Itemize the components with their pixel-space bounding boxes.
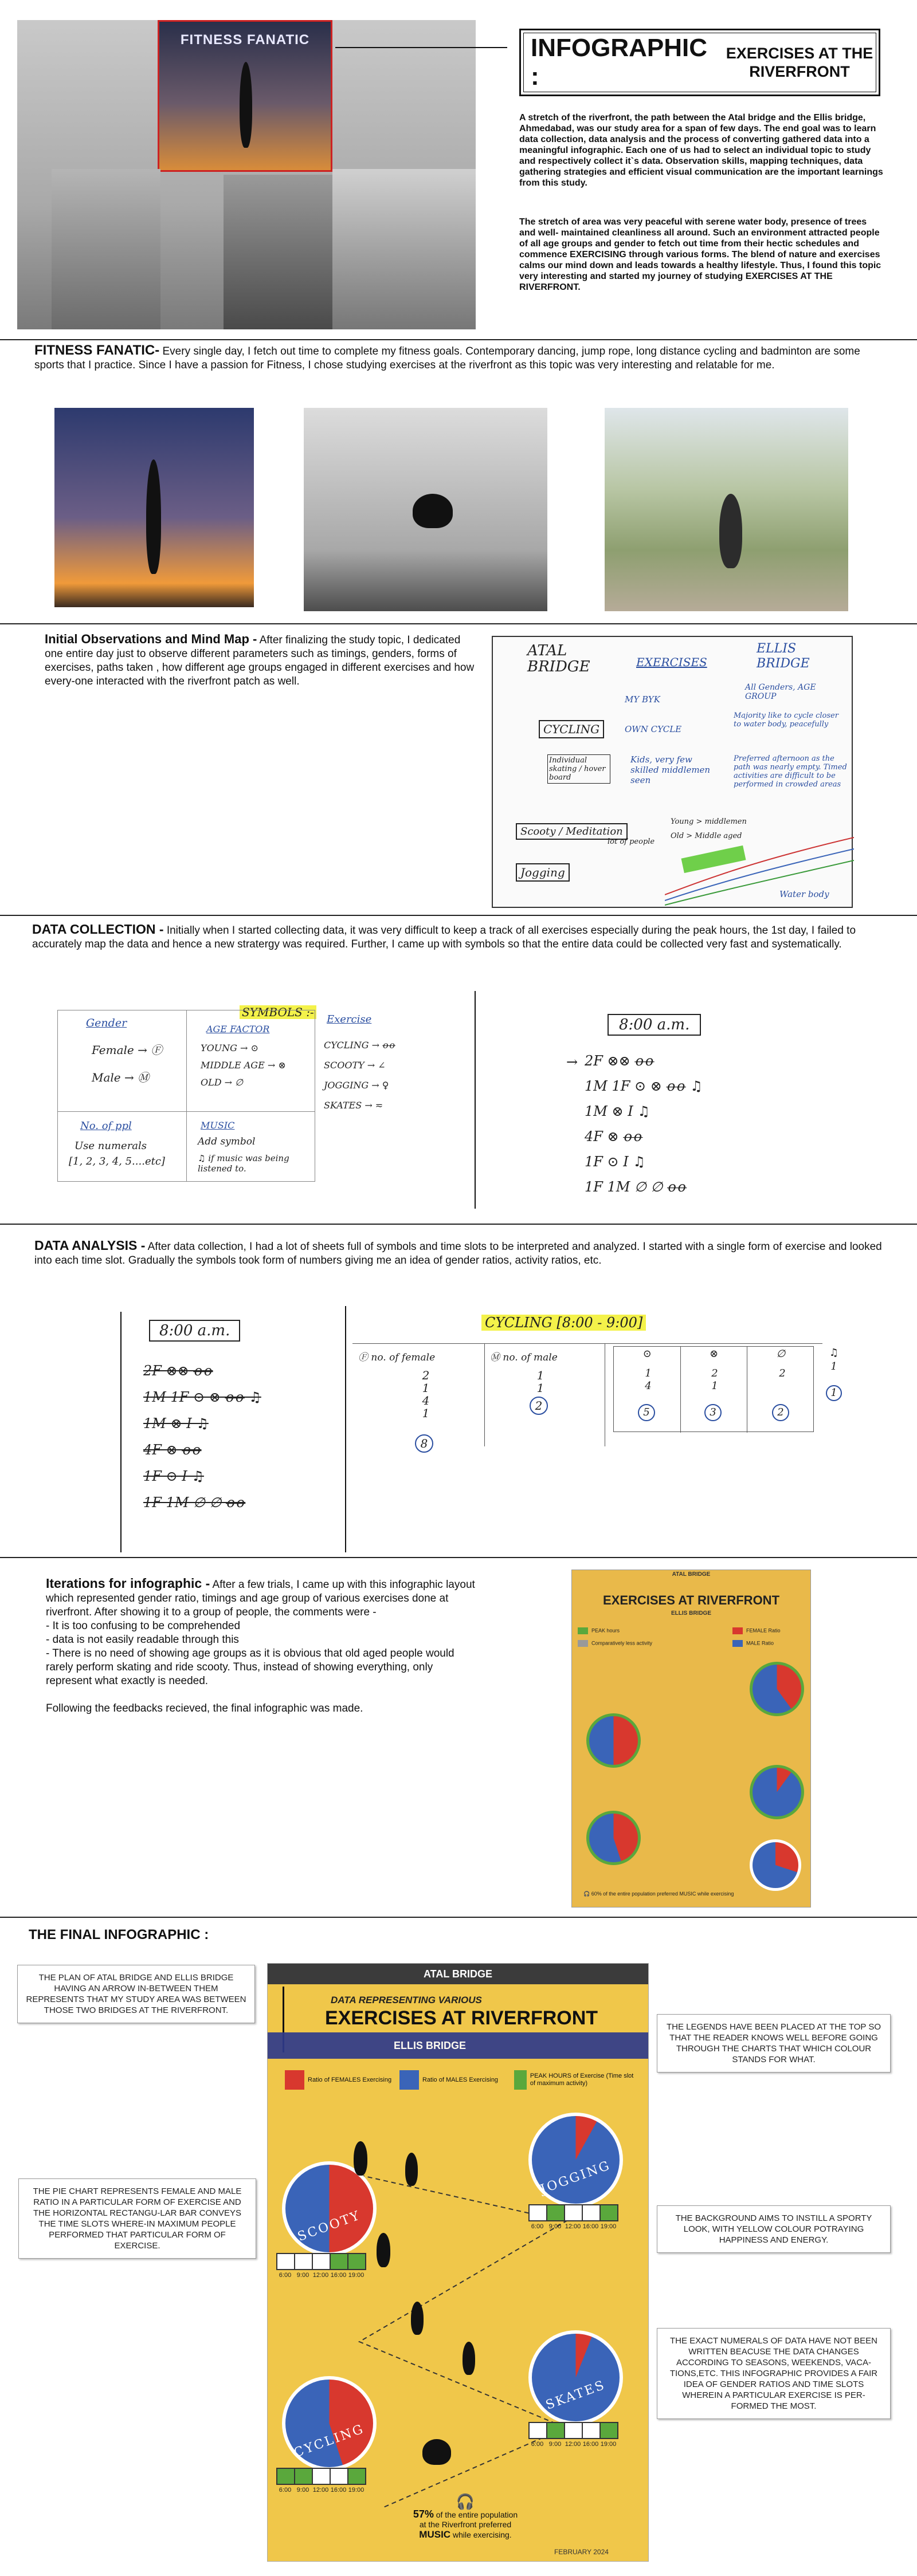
music-total: 1 — [826, 1385, 842, 1401]
time-tick: 16:00 — [582, 2441, 599, 2448]
final-heading: THE FINAL INFOGRAPHIC : — [29, 1927, 209, 1942]
time-slot — [564, 2204, 583, 2221]
time-tick: 19:00 — [600, 2223, 617, 2230]
poster-legend — [285, 2067, 634, 2102]
ex-jogging: JOGGING → ♀ — [324, 1080, 389, 1091]
collection-row: 1F 1M ∅ ∅ ꝋꝋ — [585, 1179, 687, 1195]
title-sub: EXERCISES AT THE RIVERFRONT — [726, 45, 873, 80]
draft-female-text: FEMALE Ratio — [746, 1627, 781, 1634]
col-male: Ⓜ no. of male — [490, 1352, 558, 1363]
pie-jogging — [528, 2113, 623, 2207]
pie-skates — [528, 2330, 623, 2425]
time-tick: 12:00 — [565, 2441, 581, 2448]
peak-slot — [546, 2204, 565, 2221]
poster-atal-bridge — [268, 1964, 648, 1984]
draft-leg-female — [732, 1627, 781, 1634]
note-plan: THE PLAN OF ATAL BRIDGE AND ELLIS BRIDGE HAVING AN ARROW IN-BETWEEN THEM REPRESENTS THAT MY STUDY AREA WAS BETWEEN THOSE TWO BRIDGES AT THE RIVERFRONT. — [17, 1965, 255, 2023]
time-tick: 19:00 — [600, 2441, 617, 2448]
female-value: 1 — [422, 1406, 430, 1420]
iterations-text-2: Following the feedbacks recieved, the final infographic was made. — [46, 1702, 363, 1714]
age-young: YOUNG → ⊙ — [201, 1043, 258, 1053]
legend-peak-text: PEAK HOURS of Exercise (Time slot of maximum activity) — [530, 2072, 634, 2087]
poster-date: FEBRUARY 2024 — [554, 2548, 609, 2556]
mm-own-cycle: OWN CYCLE — [625, 724, 682, 734]
age-value: 2 — [711, 1367, 718, 1379]
time-tick: 12:00 — [312, 2487, 329, 2494]
music-text-1: of the entire population — [436, 2510, 518, 2519]
peak-bar-scooty — [276, 2253, 391, 2279]
age-old: OLD → ∅ — [201, 1077, 244, 1088]
music-column — [817, 1346, 851, 1401]
draft-infographic — [571, 1570, 811, 1908]
music-block — [408, 2494, 523, 2540]
col-female: Ⓕ no. of female — [358, 1352, 436, 1363]
time-tick: 19:00 — [348, 2487, 365, 2494]
time-tick: 9:00 — [296, 2272, 309, 2279]
vertical-divider — [475, 991, 476, 1209]
pie-label: JOGGING — [538, 2158, 613, 2197]
divider — [0, 1224, 917, 1225]
time-tick: 9:00 — [548, 2223, 562, 2230]
poster-ellis-text: ELLIS BRIDGE — [394, 2040, 467, 2051]
arrow-line — [335, 47, 507, 48]
raw-row: 1M 1F ⊙ ⊗ ꝋꝋ ♫ — [143, 1389, 261, 1405]
time-slot — [564, 2422, 583, 2439]
mm-old: Old > Middle aged — [671, 832, 742, 840]
poster-ellis-bridge — [268, 2032, 648, 2059]
vertical-divider — [345, 1306, 346, 1552]
draft-atal: ATAL BRIDGE — [672, 1571, 711, 1578]
fitness-section — [34, 344, 888, 372]
male-total: 2 — [530, 1397, 548, 1415]
observation-text: After finalizing the study topic, I dedicated one entire day just to observe different parameters such as timings, genders, forms of exercises, paths taken , how different age groups engaged in different exercises and how every-one interacted with the riverfront patch as well. — [45, 634, 475, 687]
title-main: INFOGRAPHIC : — [531, 34, 707, 91]
time-tick: 19:00 — [348, 2272, 365, 2279]
music-note: ♫ if music was being listened to. — [198, 1153, 289, 1174]
symbols-title: SYMBOLS :- — [240, 1005, 316, 1019]
nppl-seq: [1, 2, 3, 4, 5....etc] — [69, 1155, 165, 1167]
female-values — [418, 1369, 433, 1453]
mm-ellis: ELLIS BRIDGE — [757, 642, 810, 671]
male-value: 1 — [536, 1368, 544, 1382]
mm-atal: ATAL BRIDGE — [527, 642, 590, 675]
skater-silhouette — [463, 2342, 475, 2375]
legend-female-swatch — [285, 2070, 304, 2090]
draft-pie — [750, 1765, 804, 1819]
gender-title: Gender — [86, 1017, 127, 1029]
photo-girl — [332, 169, 476, 329]
time-slot — [528, 2204, 547, 2221]
grid-line — [186, 1010, 187, 1182]
peak-slot — [347, 2468, 366, 2485]
comment-item: - There is no need of showing age groups as it is obvious that old aged people would rarely perform skating and ride scooty. Thus, instead of showing everything, only represent what exactly is needed. — [46, 1647, 454, 1687]
photo-dancer-poster — [158, 20, 332, 172]
peak-slot — [546, 2422, 565, 2439]
table-col — [484, 1343, 485, 1446]
collection-heading: DATA COLLECTION - — [32, 922, 164, 937]
legend-female-text: Ratio of FEMALES Exercising — [308, 2076, 392, 2083]
mm-exercises: EXERCISES — [636, 655, 707, 669]
mm-kids: Kids, very few skilled middlemen seen — [630, 754, 711, 785]
nppl-text: Use numerals — [75, 1140, 147, 1152]
mm-all-genders: All Genders, AGE GROUP — [745, 683, 816, 701]
final-poster — [267, 1963, 649, 2562]
time-tick: 6:00 — [279, 2272, 292, 2279]
ex-jogging-text: JOGGING — [324, 1080, 369, 1091]
draft-pie — [750, 1839, 801, 1891]
jumper-silhouette — [413, 494, 453, 528]
male-value: 1 — [536, 1381, 544, 1395]
female-value: 4 — [422, 1394, 430, 1407]
music-value: 1 — [830, 1360, 837, 1372]
female-text: Female — [92, 1043, 134, 1057]
time-tick: 16:00 — [582, 2223, 599, 2230]
pie-label: SCOOTY — [296, 2208, 363, 2244]
poster-atal-text: ATAL BRIDGE — [424, 1968, 492, 1980]
mm-jogging: Jogging — [516, 863, 570, 882]
middle-text: MIDDLE AGE — [201, 1060, 265, 1071]
music-line-2: at the Riverfront preferred — [419, 2520, 512, 2529]
mm-cycling: CYCLING — [539, 720, 604, 738]
age-total: 5 — [638, 1404, 655, 1421]
time-tick: 6:00 — [531, 2441, 544, 2448]
collection-row: 4F ⊗ ꝋꝋ — [585, 1128, 643, 1145]
old-symbol: ∅ — [776, 1348, 786, 1360]
age-col-old — [775, 1367, 789, 1421]
female-value: 2 — [422, 1368, 430, 1382]
collection-rows — [585, 1048, 814, 1199]
analysis-text: After data collection, I had a lot of sheets full of symbols and time slots to be interpreted and analyzed. I started with a single form of exercise and looked into each time slot. Gradually the symbols took form of numbers giving me an idea of gender ratios, activity ratios, etc. — [34, 1241, 882, 1267]
note-pie: THE PIE CHART REPRESENTS FEMALE AND MALE RATIO IN A PARTICULAR FORM OF EXERCISE AND THE HORIZONTAL RECTANGU-LAR BAR CONVEYS THE TIME SLOTS WHERE-IN MAXIMUM PEOPLE PERFORMED THAT PARTICULAR FORM OF EXERCISE. — [18, 2178, 256, 2259]
time-slot — [276, 2253, 295, 2270]
age-columns — [613, 1346, 814, 1432]
poster-subtitle: DATA REPRESENTING VARIOUS — [331, 1995, 482, 2005]
old-text: OLD — [201, 1077, 222, 1088]
mm-lot-people: lot of people — [608, 837, 655, 846]
raw-row: 1F 1M ∅ ∅ ꝋꝋ — [143, 1495, 246, 1511]
music-line-1 — [408, 2510, 523, 2520]
pie-label: CYCLING — [292, 2421, 367, 2461]
draft-pie — [586, 1713, 641, 1768]
age-col-young — [641, 1367, 655, 1421]
note-background: THE BACKGROUND AIMS TO INSTILL A SPORTY LOOK, WITH YELLOW COLOUR POTRAYING HAPPINESS AND ENERGY. — [657, 2205, 891, 2253]
draft-pie — [586, 1811, 641, 1865]
legend-male-swatch — [399, 2070, 419, 2090]
col-male-text: no. of male — [503, 1352, 558, 1363]
legend-peak — [514, 2070, 634, 2090]
photo-dance-sunset — [54, 408, 254, 607]
note-legends: THE LEGENDS HAVE BEEN PLACED AT THE TOP SO THAT THE READER KNOWS WELL BEFORE GOING THROUGH THE CHARTS THAT WHICH COLOUR STANDS FOR WHAT. — [657, 2014, 891, 2072]
time-slot — [528, 2422, 547, 2439]
mm-skating: Individual skating / hover board — [547, 754, 610, 784]
analysis-raw-sheet — [103, 1312, 332, 1552]
header-photo-collage — [17, 20, 476, 329]
draft-leg-comp — [578, 1640, 652, 1647]
age-value: 1 — [711, 1380, 718, 1392]
legend-male — [399, 2070, 508, 2090]
photo-skater — [52, 169, 160, 329]
cycling-title: CYCLING [8:00 - 9:00] — [481, 1315, 646, 1331]
collection-section — [32, 922, 886, 951]
title-frame — [519, 29, 880, 96]
analysis-table-sheet — [352, 1315, 891, 1555]
divider — [0, 1917, 917, 1918]
fitness-heading: FITNESS FANATIC- — [34, 343, 160, 358]
time-tick: 9:00 — [296, 2487, 309, 2494]
draft-ellis: ELLIS BRIDGE — [671, 1610, 711, 1617]
age-total: 3 — [704, 1404, 722, 1421]
age-value: 2 — [779, 1367, 786, 1379]
middle-symbol: ⊗ — [710, 1348, 719, 1360]
photo-caption: FITNESS FANATIC — [180, 32, 310, 48]
time-tick: 9:00 — [548, 2441, 562, 2448]
draft-leg-male — [732, 1640, 774, 1647]
female-total: 8 — [415, 1434, 433, 1453]
draft-music: 🎧 60% of the entire population preferred MUSIC while exercising — [583, 1891, 734, 1897]
ex-cycling: CYCLING → ꝋꝋ — [324, 1040, 395, 1051]
note-numerals: THE EXACT NUMERALS OF DATA HAVE NOT BEEN WRITTEN BEACUSE THE DATA CHANGES ACCORDING TO SEASONS, WEEKENDS, VACA-TIONS,ETC. THIS INFOGRAPHIC PROVIDES A FAIR IDEA OF GENDER RATIOS AND TIME SLOTS WHEREIN A PARTICULAR EXERCISE IS PER-FORMED THE MOST. — [657, 2328, 891, 2419]
collection-row: 1M 1F ⊙ ⊗ ꝋꝋ ♫ — [585, 1078, 703, 1094]
fitness-text: Every single day, I fetch out time to complete my fitness goals. Contemporary dancing, jump rope, long distance cycling and badminton are some sports that I practice. Since I have a passion for Fitness, I chose studying exercises at the riverfront as this topic was very interesting and relatable for me. — [34, 345, 860, 371]
mm-scooty: Scooty / Meditation — [516, 823, 628, 840]
legend-male-text: Ratio of MALES Exercising — [422, 2076, 499, 2083]
divider — [0, 623, 917, 624]
comment-item: - data is not easily readable through this — [46, 1634, 239, 1646]
time-tick: 16:00 — [330, 2487, 347, 2494]
cyclist-silhouette — [719, 494, 742, 568]
female-label: Female → Ⓕ — [92, 1043, 163, 1057]
time-slot — [582, 2204, 601, 2221]
legend-female — [285, 2070, 394, 2090]
music-title: MUSIC — [201, 1120, 235, 1131]
ex-scooty: SCOOTY → ∠ — [324, 1060, 386, 1071]
music-line-3 — [408, 2530, 523, 2540]
peak-bar-cycling — [276, 2468, 391, 2494]
time-tick: 6:00 — [531, 2223, 544, 2230]
mm-majority: Majority like to cycle closer to water body, peacefully — [734, 711, 838, 729]
age-middle: MIDDLE AGE → ⊗ — [201, 1060, 286, 1071]
peak-bar-skates — [528, 2422, 643, 2448]
time-tick: 12:00 — [312, 2272, 329, 2279]
dancer-silhouette — [240, 62, 252, 148]
peak-slot — [347, 2253, 366, 2270]
poster-title: EXERCISES AT RIVERFRONT — [325, 2007, 598, 2029]
analysis-raw-rows — [143, 1358, 261, 1516]
photo-jump-rope — [304, 408, 547, 611]
time-slot — [312, 2253, 331, 2270]
exercise-title: Exercise — [327, 1013, 372, 1025]
arrow-mark: → — [566, 1054, 578, 1070]
draft-leg-peak — [578, 1627, 620, 1634]
collection-row: 1F ⊙ I ♫ — [585, 1154, 645, 1170]
draft-comp-text: Comparatively less activity — [591, 1640, 653, 1646]
divider — [0, 1557, 917, 1558]
mm-my-bike: MY BYK — [625, 694, 660, 705]
col-female-text: no. of female — [371, 1352, 436, 1363]
young-symbol: ⊙ — [642, 1348, 652, 1360]
young-text: YOUNG — [201, 1043, 237, 1053]
time-slot — [330, 2468, 348, 2485]
male-text: Male — [92, 1071, 121, 1084]
analysis-heading: DATA ANALYSIS - — [34, 1238, 146, 1253]
collection-row: 1M ⊗ I ♫ — [585, 1103, 650, 1119]
collection-time: 8:00 a.m. — [608, 1014, 701, 1036]
time-slot — [582, 2422, 601, 2439]
ex-skates: SKATES → ≂ — [324, 1100, 383, 1111]
analysis-section — [34, 1238, 888, 1268]
ex-scooty-text: SCOOTY — [324, 1060, 365, 1071]
iterations-heading: Iterations for infographic - — [46, 1576, 210, 1591]
grid-line — [57, 1111, 315, 1112]
collection-text: Initially when I started collecting data, it was very difficult to keep a track of all exercises especially during the peak hours, the 1st day, I failed to accurately map the data and hence a new stratergy was required. Further, I came up with symbols so that the entire data could be collected very fast and systematically. — [32, 925, 856, 950]
music-text-3: while exercising. — [452, 2530, 512, 2539]
music-note-text: if music was being listened to. — [198, 1153, 289, 1174]
peak-slot — [276, 2468, 295, 2485]
time-tick: 6:00 — [279, 2487, 292, 2494]
intro-paragraph-1: A stretch of the riverfront, the path between the Atal bridge and the Ellis bridge, Ahmedabad, was our study area for a span of few days. The end goal was to learn data collection, data analysis and the process of converting gathered data into a meaningful infographic. Each one of us had to select an individual topic to study and respectively collect it`s data. Observation skills, mapping techniques, data gathering strategies and efficient visual communication are the important learnings from this study. — [519, 113, 883, 188]
time-tick: 12:00 — [565, 2223, 581, 2230]
nppl-title: No. of ppl — [80, 1120, 132, 1132]
male-label: Male → Ⓜ — [92, 1071, 150, 1084]
symbols-sheet — [57, 1005, 447, 1212]
raw-row: 2F ⊗⊗ ꝋꝋ — [143, 1363, 213, 1379]
analysis-time: 8:00 a.m. — [149, 1320, 240, 1342]
time-slot — [294, 2253, 313, 2270]
legend-peak-swatch — [514, 2070, 527, 2090]
divider — [0, 339, 917, 340]
headphones-icon: 🎧 — [456, 2493, 475, 2510]
peak-slot — [599, 2422, 618, 2439]
photo-cycling-path — [605, 408, 848, 611]
music-pct: 57% — [413, 2508, 434, 2520]
mm-young: Young > middlemen — [671, 817, 747, 826]
divider — [0, 915, 917, 916]
draft-title: EXERCISES AT RIVERFRONT — [602, 1593, 780, 1607]
age-col-middle — [708, 1367, 722, 1421]
age-value: 1 — [645, 1367, 652, 1379]
time-tick: 16:00 — [330, 2272, 347, 2279]
age-total: 2 — [772, 1404, 789, 1421]
age-title: AGE FACTOR — [206, 1024, 270, 1035]
ex-skates-text: SKATES — [324, 1100, 362, 1111]
mind-map-board — [492, 636, 853, 908]
peak-slot — [330, 2253, 348, 2270]
jogger-silhouette — [354, 2141, 367, 2176]
peak-slot — [599, 2204, 618, 2221]
collection-sheet — [550, 1008, 825, 1209]
draft-male-text: MALE Ratio — [746, 1640, 774, 1646]
collection-row: 2F ⊗⊗ ꝋꝋ — [585, 1053, 655, 1069]
music-text: Add symbol — [198, 1136, 256, 1147]
music-word: MUSIC — [419, 2529, 451, 2540]
comment-item: - It is too confusing to be comprehended — [46, 1620, 241, 1632]
intro-paragraph-2: The stretch of area was very peaceful with serene water body, presence of trees and well- maintained cleanliness all around. Such an environment attracted people of all age groups and gender to fetch out time from their hectic schedules and commence EXERCISING through various forms. The blend of nature and exercises calms our mind down and leads towards a healthy lifestyle. Thus, I found this topic very interesting and started my journey of studying EXERCISES AT THE RIVERFRONT. — [519, 217, 881, 292]
mm-river-lines — [665, 826, 854, 906]
female-value: 1 — [422, 1381, 430, 1395]
table-rule — [352, 1343, 822, 1344]
male-values — [533, 1369, 548, 1415]
sheet-edge — [120, 1312, 122, 1552]
raw-row: 1M ⊗ I ♫ — [143, 1415, 209, 1431]
pie-cycling — [282, 2376, 377, 2471]
time-slot — [312, 2468, 331, 2485]
skater-silhouette — [411, 2302, 424, 2335]
mm-preferred: Preferred afternoon as the path was nearly empty. Timed activities are difficult to be performed in crowded areas — [734, 754, 847, 789]
iterations-text-1: After a few trials, I came up with this infographic layout which represented gender ratio, timings and age group of various exercises done at riverfront. After showing it to a group of people, the comments were - — [46, 1579, 475, 1618]
ex-cycling-text: CYCLING — [324, 1040, 369, 1051]
age-symbols — [614, 1348, 814, 1360]
observation-section — [45, 632, 480, 689]
photo-dogs — [224, 175, 338, 329]
iterations-section — [46, 1576, 481, 1716]
jogger-silhouette — [405, 2153, 418, 2186]
scooter-silhouette — [377, 2233, 390, 2267]
pie-label: SKATES — [543, 2378, 608, 2413]
draft-music-text: 60% of the entire population preferred MUSIC while exercising — [591, 1891, 734, 1897]
peak-slot — [294, 2468, 313, 2485]
music-symbol: ♫ — [829, 1347, 839, 1359]
observation-heading: Initial Observations and Mind Map - — [45, 632, 257, 646]
dancer-silhouette — [146, 459, 161, 574]
mm-water: Water body — [779, 889, 829, 899]
draft-peak-text: PEAK hours — [591, 1627, 620, 1634]
peak-bar-jogging — [528, 2204, 643, 2230]
age-value: 4 — [645, 1380, 652, 1392]
raw-row: 4F ⊗ ꝋꝋ — [143, 1442, 202, 1458]
draft-pie — [750, 1662, 804, 1716]
raw-row: 1F ⊙ I ♫ — [143, 1468, 204, 1484]
cyclist-silhouette — [422, 2439, 451, 2465]
